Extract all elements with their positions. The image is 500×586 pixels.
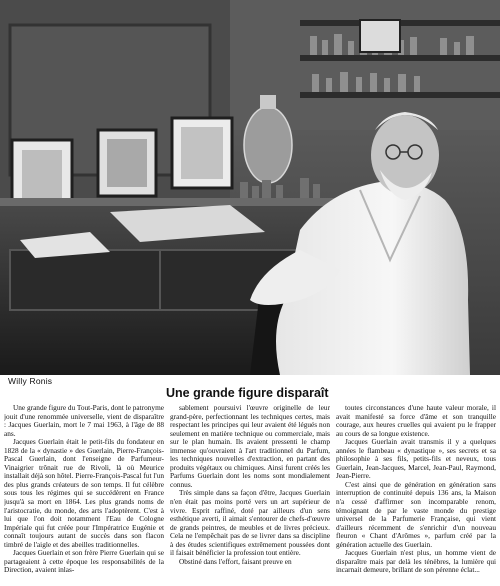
paragraph: Jacques Guerlain avait transmis il y a quelques années le flambeau « dynastique », ses secrets et sa philosophie à ses fils, petits-fils et neveux, tous Guerlain, Jean-Jacques, Marcel, Jean-Paul, Raymond, Jean-Pierre. (336, 437, 496, 481)
paragraph: Obstiné dans l'effort, faisant preuve en (179, 556, 292, 566)
article-headline: Une grande figure disparaît (166, 386, 329, 400)
paragraph: sablement poursuivi l'œuvre originelle de leur grand-père, perfectionnant les techniques certes, mais respectant les principes qui leur avaient été légués non seulement en matière technique ou commerciale, mais sur le plan humain. Ils avaient pressenti le champ immense qu'ouvraient à l'art traditionnel du Parfum, les techniques nouvelles d'extraction, en partant des produits végétaux ou chimiques. Ainsi furent créés les Parfums Guerlain dont les noms sont mondialement connus. (170, 404, 330, 489)
article-column-1 (4, 404, 164, 586)
paragraph: Jacques Guerlain n'est plus, un homme vient de disparaître mais par delà les ténèbres, la lumière qui incarnait demeure, brillant de son pérenne éclat... (336, 548, 496, 575)
photo-credit: Willy Ronis (8, 376, 53, 386)
paragraph: Jacques Guerlain était le petit-fils du fondateur en 1828 de la « dynastie » des Guerlain, Pierre-François-Pascal Guerlain, dont l'enseigne de Parfumeur-Vinaigrier trônait rue de Rivoli, là où Meurice installait déjà son hôtel. Pierre-François-Pascal fut l'un des plus grands créateurs de son temps. Il fut célèbre sous tous les régimes qui se succédèrent en France jusqu'à sa mort en 1864. Les plus grands noms de l'aristocratie, du monde, des arts l'adoptèrent. C'est à lui que l'on doit notamment l'Eau de Cologne Impériale qui fut créée pour l'Impératrice Eugénie et connaît toujours autant de succès dans son flacon timbré de l'aigle et des abeilles traditionnelles. (4, 437, 164, 549)
paragraph: Une grande figure du Tout-Paris, dont le patronyme jouit d'une renommée universelle, vient de disparaître : Jacques Guerlain, mort le 7 mai 1963, à l'âge de 88 ans. (4, 404, 164, 438)
article-column-2 (170, 404, 330, 586)
article-column-3 (336, 404, 496, 586)
paragraph: toutes circonstances d'une haute valeur morale, il avait manifesté sa force d'âme et son tranquille courage, aux heures cruelles qui avaient pu le frapper au cours de sa longue existence. (336, 404, 496, 438)
paragraph: C'est ainsi que de génération en génération sans interruption de continuité depuis 136 ans, la Maison n'a cessé d'affirmer son incomparable renom, témoignant de par le vaste monde du prestige universel de la Parfumerie Française, qui vient d'ailleurs récemment de s'enrichir d'un nouveau fleuron « Chant d'Arômes », parfum créé par la génération actuelle des Guerlain. (336, 479, 496, 549)
paragraph: Très simple dans sa façon d'être, Jacques Guerlain n'en était pas moins porté vers un art supérieur de vivre. Esprit raffiné, doté par ailleurs d'un sens esthétique averti, il aimait s'entourer de chefs-d'œuvre de grands peintres, de meubles et de livres précieux. Cela ne l'empêchait pas de se livrer dans sa discipline à des études scientifiques extrêmement poussées dont il faisait bénéficier la profession tout entière. (170, 488, 330, 558)
paragraph: Jacques Guerlain et son frère Pierre Guerlain qui se partageaient à cette époque les responsabilités de la Direction, avaient inlas- (4, 548, 164, 575)
